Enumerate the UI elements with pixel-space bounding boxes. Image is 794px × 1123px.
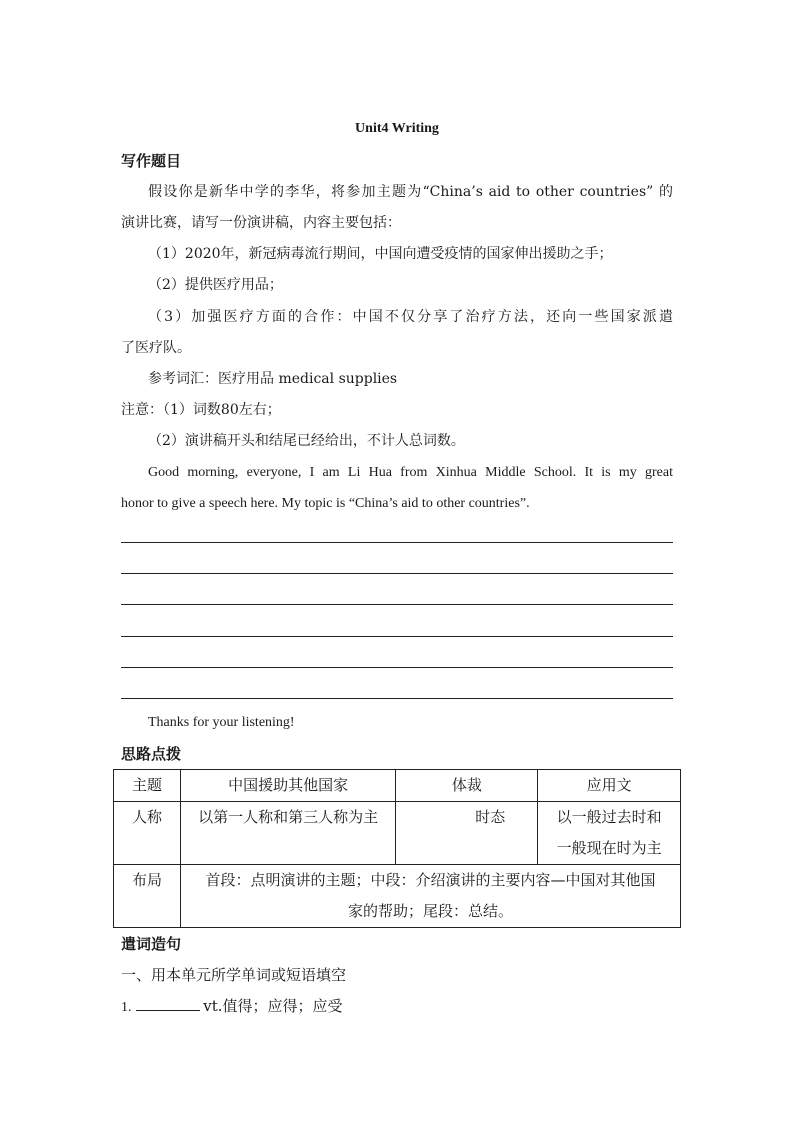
speech-closing: Thanks for your listening! <box>148 715 295 730</box>
writing-guide-table <box>113 769 681 928</box>
vocab-hint: 参考词汇：医疗用品 medical supplies <box>148 371 398 387</box>
note-word-count: 注意：（1）词数80左右； <box>121 402 281 418</box>
content-point-2: （2）提供医疗用品； <box>148 277 283 293</box>
content-point-1: （1）2020年，新冠病毒流行期间，中国向遭受疫情的国家伸出援助之手； <box>148 246 613 262</box>
prompt-paragraph-line1: 假设你是新华中学的李华，将参加主题为“China’s aid to other countries” 的 <box>148 184 673 200</box>
answer-line[interactable] <box>121 604 673 605</box>
content-point-3-line1: （3）加强医疗方面的合作：中国不仅分享了治疗方法，还向一些国家派遣 <box>148 309 673 325</box>
table-cell: 人称 <box>114 802 181 865</box>
item-definition: vt.值得；应得；应受 <box>203 997 343 1015</box>
table-cell-line: 一般现在时为主 <box>556 839 662 857</box>
table-cell-line: 首段：点明演讲的主题；中段：介绍演讲的主要内容—中国对其他国 <box>205 871 656 889</box>
section-heading-words: 遣词造句 <box>121 935 182 953</box>
table-row <box>114 770 681 802</box>
table-cell-line: 家的帮助；尾段：总结。 <box>347 902 513 920</box>
exercise-heading: 一、用本单元所学单词或短语填空 <box>121 966 347 984</box>
speech-opening-line2: honor to give a speech here. My topic is “China’s aid to other countries”. <box>121 496 530 511</box>
table-row <box>114 865 681 928</box>
table-cell: 应用文 <box>538 770 681 802</box>
table-cell: 体裁 <box>396 770 538 802</box>
item-number: 1. <box>121 1000 132 1015</box>
answer-line[interactable] <box>121 573 673 574</box>
note-opening-closing: （2）演讲稿开头和结尾已经给出，不计人总词数。 <box>148 433 465 449</box>
table-cell: 以第一人称和第三人称为主 <box>180 802 396 865</box>
table-cell: 主题 <box>114 770 181 802</box>
section-heading-ideas: 思路点拨 <box>121 745 182 763</box>
speech-opening-line1: Good morning, everyone, I am Li Hua from Xinhua Middle School. It is my great <box>148 465 673 480</box>
section-heading-prompt: 写作题目 <box>121 152 182 170</box>
prompt-paragraph-line2: 演讲比赛，请写一份演讲稿，内容主要包括： <box>121 215 401 231</box>
page-title: Unit4 Writing <box>355 121 439 136</box>
table-cell <box>538 802 681 865</box>
table-cell: 时态 <box>396 802 538 865</box>
content-point-3-line2: 了医疗队。 <box>121 340 191 356</box>
table-cell: 中国援助其他国家 <box>180 770 396 802</box>
exercise-item-1 <box>121 996 673 1018</box>
table-row <box>114 802 681 865</box>
table-cell <box>180 865 680 928</box>
answer-line[interactable] <box>121 667 673 668</box>
fill-blank[interactable] <box>136 996 200 1011</box>
answer-line[interactable] <box>121 698 673 699</box>
table-cell: 布局 <box>114 865 181 928</box>
answer-line[interactable] <box>121 636 673 637</box>
table-cell-line: 以一般过去时和 <box>556 808 662 826</box>
answer-line[interactable] <box>121 542 673 543</box>
